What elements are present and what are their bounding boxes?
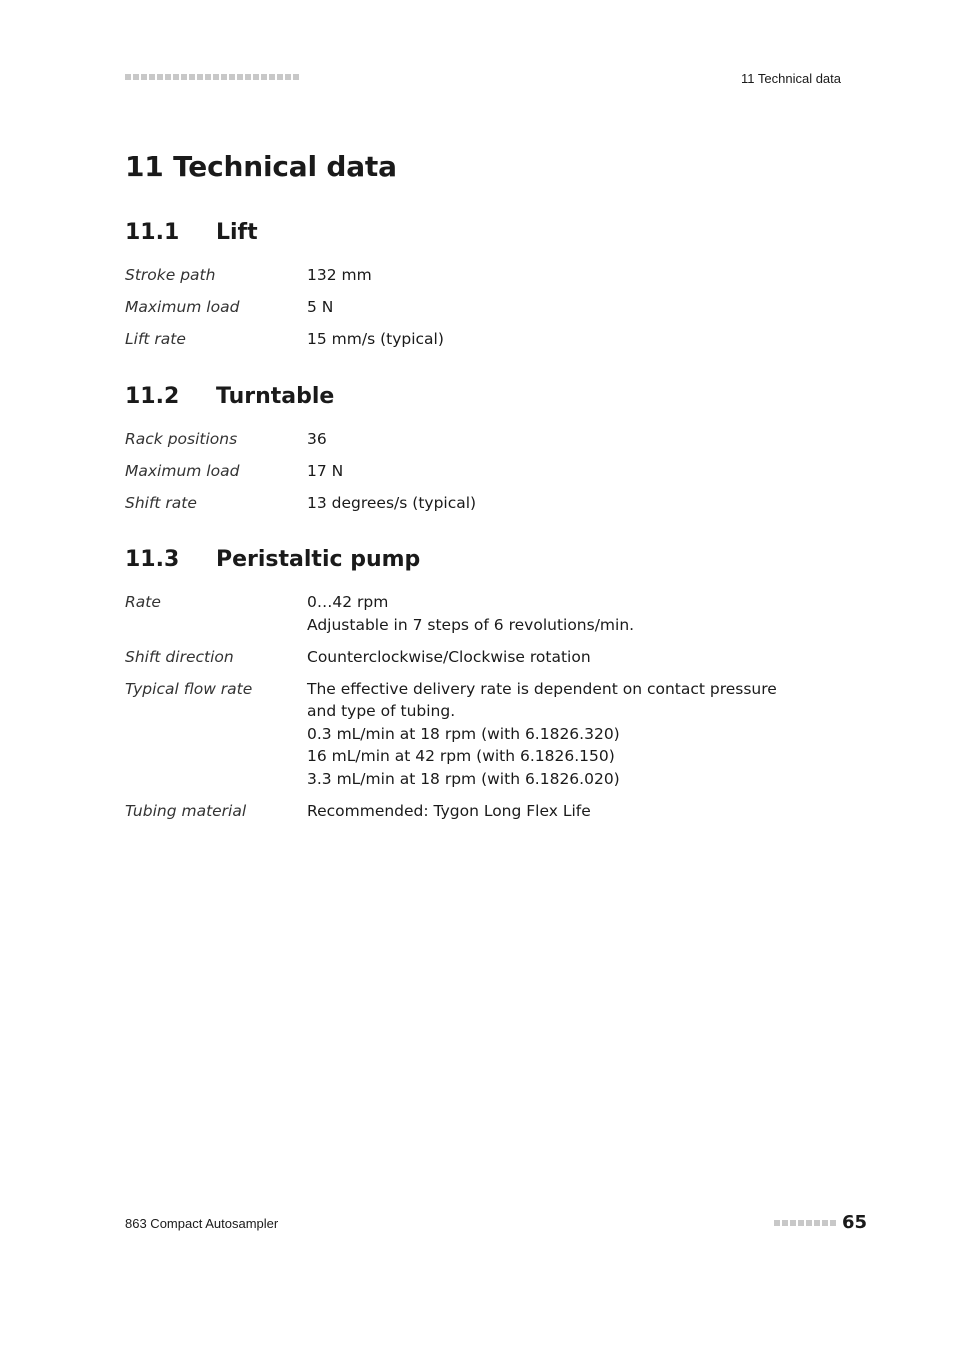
spec-table	[125, 264, 825, 351]
spec-value: 5 N	[307, 298, 334, 316]
spec-row	[125, 492, 825, 515]
section-title: Lift	[216, 220, 258, 245]
spec-row	[125, 328, 825, 351]
spec-row	[125, 646, 825, 669]
spec-label: Shift rate	[125, 494, 197, 512]
spec-row	[125, 296, 825, 319]
spec-value: 0…42 rpm Adjustable in 7 steps of 6 revolutions/min.	[307, 593, 635, 634]
header-decoration	[125, 74, 299, 80]
spec-value: Recommended: Tygon Long Flex Life	[307, 801, 591, 820]
section-number: 11.2	[125, 384, 180, 409]
spec-table	[125, 428, 825, 515]
section-lift	[125, 218, 825, 360]
spec-row	[125, 678, 825, 791]
spec-table	[125, 591, 825, 822]
spec-row	[125, 591, 825, 636]
spec-value: 13 degrees/s (typical)	[307, 494, 477, 512]
section-number: 11.1	[125, 220, 180, 245]
section-peristaltic-pump	[125, 545, 825, 832]
spec-label: Stroke path	[125, 266, 216, 284]
spec-label: Rate	[125, 593, 161, 611]
spec-label: Maximum load	[125, 298, 240, 316]
spec-label: Typical flow rate	[125, 679, 253, 698]
running-header: 11 Technical data	[741, 71, 841, 86]
section-turntable	[125, 382, 825, 524]
spec-value: 17 N	[307, 462, 344, 480]
spec-label: Maximum load	[125, 462, 240, 480]
section-heading	[125, 218, 825, 248]
spec-label: Shift direction	[125, 647, 234, 666]
spec-value: 132 mm	[307, 266, 372, 284]
page-number: 65	[841, 1212, 867, 1233]
section-heading	[125, 382, 825, 412]
spec-value: Counterclockwise/Clockwise rotation	[307, 647, 591, 666]
section-title: Turntable	[216, 384, 335, 409]
section-title: Peristaltic pump	[216, 547, 421, 572]
spec-row	[125, 460, 825, 483]
footer-decoration	[774, 1220, 836, 1226]
spec-row	[125, 264, 825, 287]
chapter-title: 11 Technical data	[125, 150, 397, 183]
spec-label: Rack positions	[125, 430, 238, 448]
footer-page	[774, 1212, 867, 1233]
spec-label: Lift rate	[125, 330, 186, 348]
spec-row	[125, 800, 825, 823]
section-heading	[125, 545, 825, 575]
spec-value: 36	[307, 430, 327, 448]
spec-value: 15 mm/s (typical)	[307, 330, 444, 348]
section-number: 11.3	[125, 547, 180, 572]
spec-label: Tubing material	[125, 801, 247, 820]
footer-product-name: 863 Compact Autosampler	[125, 1216, 279, 1231]
spec-value: The effective delivery rate is dependent on contact pressure and type of tubing. 0.3 mL/min at 18 rpm (with 6.1826.320) 16 mL/min at 42 rpm (with 6.1826.150) 3.3 mL/min at 18 rpm (with 6.1826.020)	[307, 679, 777, 788]
spec-row	[125, 428, 825, 451]
